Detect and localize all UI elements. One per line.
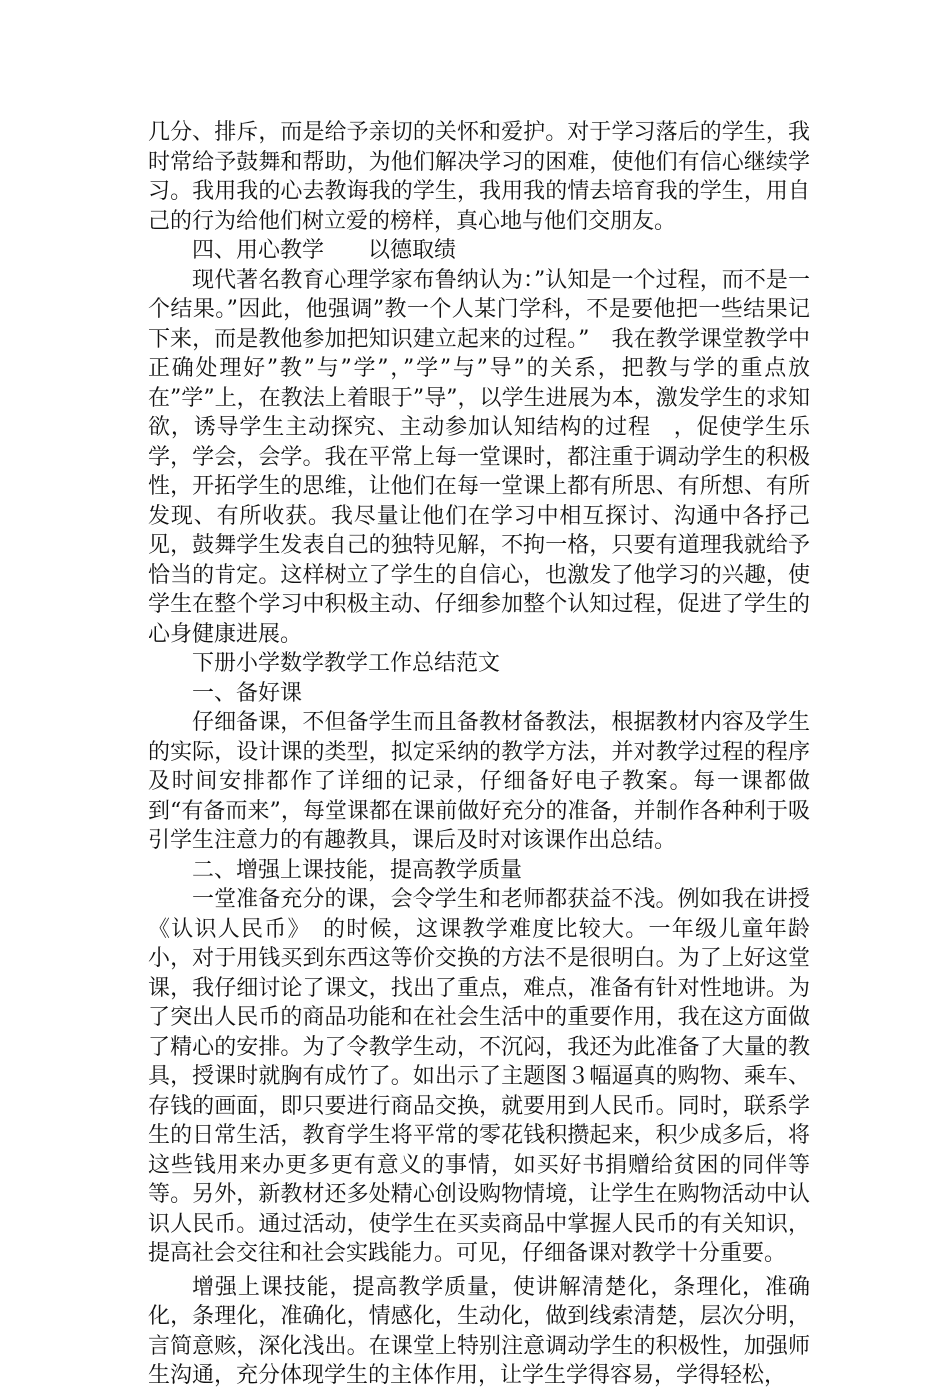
document-body: [148, 118, 810, 1391]
paragraph: 增强上课技能，提高教学质量，使讲解清楚化，条理化，准确化，条理化，准确化，情感化，生动化，做到线索清楚，层次分明，言简意赅，深化浅出。在课堂上特别注意调动学生的积极性，加强师生沟通，充分体现学生的主体作用，让学生学得容易，学得轻松，: [148, 1274, 810, 1388]
section-heading: 四、用心教学 以德取绩: [192, 238, 457, 263]
paragraph: 现代著名教育心理学家布鲁纳认为：”认知是一个过程，而不是一个结果。”因此，他强调”教一个人某门学科，不是要他把一些结果记下来，而是教他参加把知识建立起来的过程。” 我在教学课堂教学中正确处理好”教”与”学”，”学”与”导”的关系，把教与学的重点放在”学”上，在教法上着眼于”导”，以学生进展为本，激发学生的求知欲，诱导学生主动探究、主动参加认知结构的过程 ，促使学生乐学，学会，会学。我在平常上每一堂课时，都注重于调动学生的积极性，开拓学生的思维，让他们在每一堂课上都有所思、有所想、有所发现、有所收获。我尽量让他们在学习中相互探讨、沟通中各抒己见，鼓舞学生发表自己的独特见解，不拘一格，只要有道理我就给予恰当的肯定。这样树立了学生的自信心，也激发了他学习的兴趣，使学生在整个学习中积极主动、仔细参加整个认知过程，促进了学生的心身健康进展。: [148, 267, 810, 647]
document-title: 下册小学数学教学工作总结范文: [192, 651, 501, 676]
paragraph: 一堂准备充分的课，会令学生和老师都获益不浅。例如我在讲授《认识人民币》 的时候，这课教学难度比较大。一年级儿童年龄小，对于用钱买到东西这等价交换的方法不是很明白。为了上好这堂课，我仔细讨论了课文，找出了重点，难点，准备有针对性地讲。为了突出人民币的商品功能和在社会生活中的重要作用，我在这方面做了精心的安排。为了令教学生动，不沉闷，我还为此准备了大量的教具，授课时就胸有成竹了。如出示了主题图３幅逼真的购物、乘车、存钱的画面，即只要进行商品交换，就要用到人民币。同时，联系学生的日常生活，教育学生将平常的零花钱积攒起来，积少成多后，将这些钱用来办更多更有意义的事情，如买好书捐赠给贫困的同伴等等。另外，新教材还多处精心创设购物情境，让学生在购物活动中认识人民币。通过活动，使学生在买卖商品中掌握人民币的有关知识，提高社会交往和社会实践能力。可见，仔细备课对教学十分重要。: [148, 887, 810, 1266]
paragraph: 几分、排斥，而是给予亲切的关怀和爱护。对于学习落后的学生，我时常给予鼓舞和帮助，为他们解决学习的困难，使他们有信心继续学习。我用我的心去教诲我的学生，我用我的情去培育我的学生，用自己的行为给他们树立爱的榜样，真心地与他们交朋友。: [148, 120, 810, 234]
section-heading: 二、增强上课技能，提高教学质量: [192, 857, 523, 883]
paragraph: 仔细备课，不但备学生而且备教材备教法，根据教材内容及学生的实际，设计课的类型，拟定采纳的教学方法，并对教学过程的程序及时间安排都作了详细的记录，仔细备好电子教案。每一课都做到“有备而来”，每堂课都在课前做好充分的准备，并制作各种利于吸引学生注意力的有趣教具，课后及时对该课作出总结。: [148, 710, 810, 853]
section-heading: 一、备好课: [192, 680, 303, 706]
